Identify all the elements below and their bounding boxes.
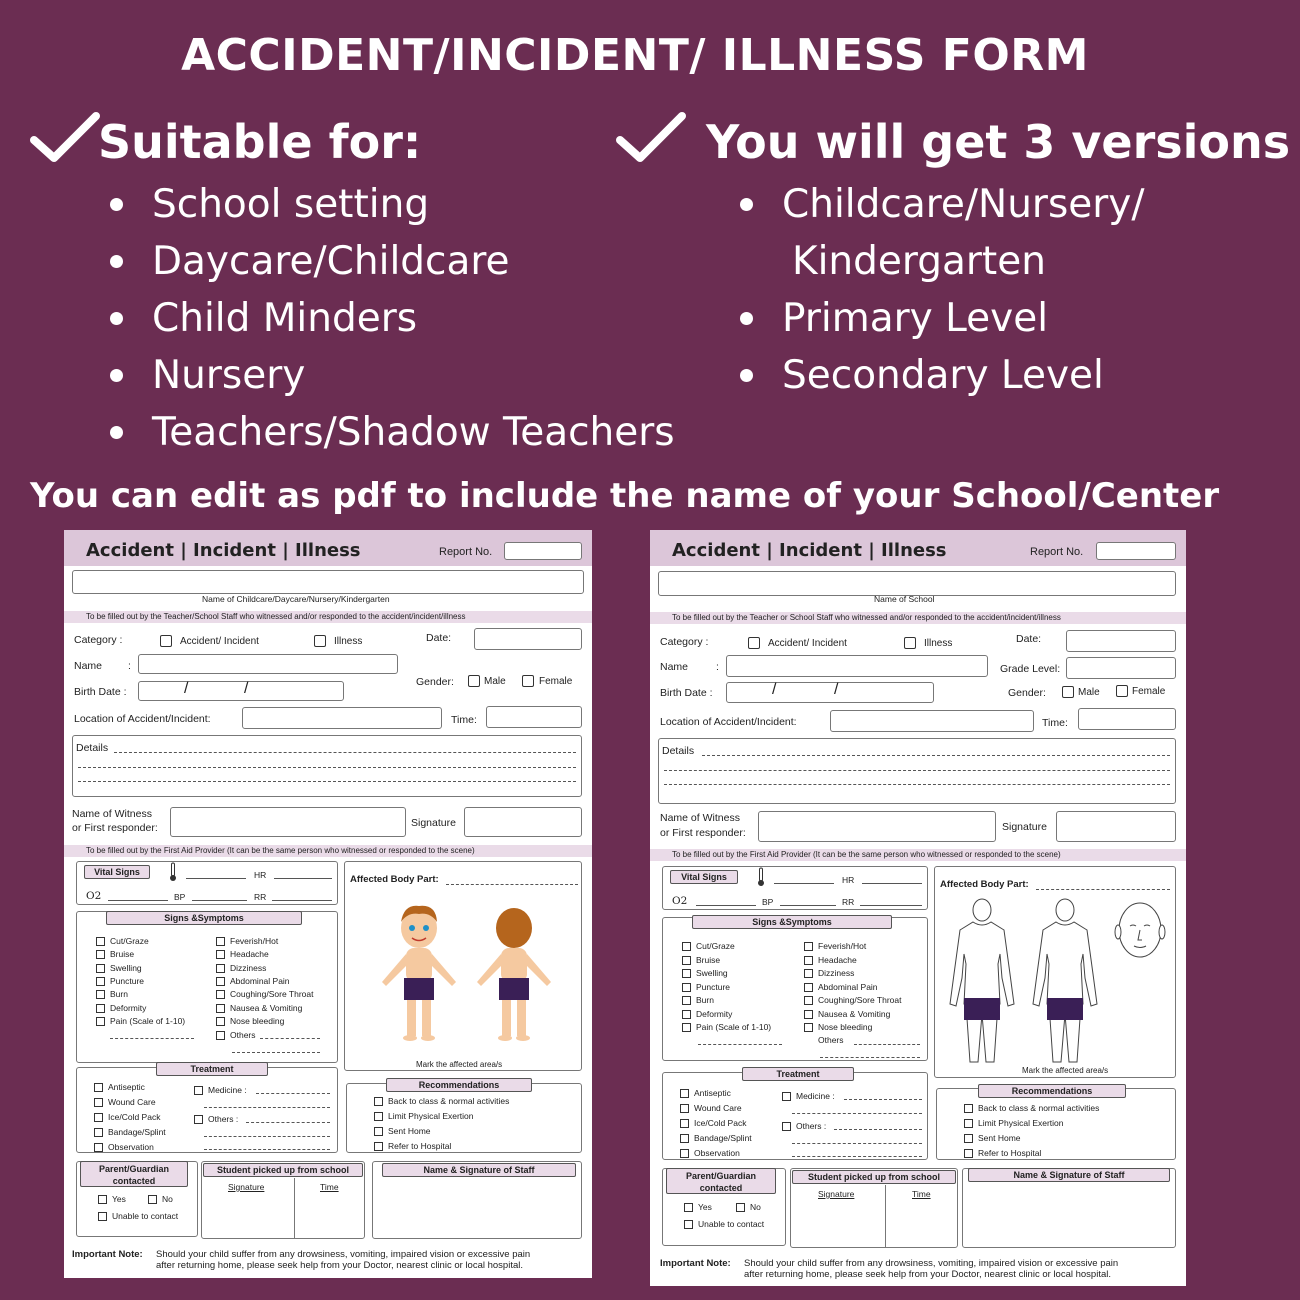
mark-affected-caption: Mark the affected area/s — [416, 1060, 503, 1069]
sign-item: Headache — [804, 955, 857, 965]
sign-item: Swelling — [96, 963, 142, 973]
recommendations-tag: Recommendations — [978, 1084, 1126, 1098]
treatment-box — [662, 1072, 928, 1160]
hr-label: HR — [254, 870, 267, 880]
list-item: Nursery — [110, 347, 675, 404]
sign-item: Cut/Graze — [682, 941, 735, 951]
sign-item: Deformity — [682, 1009, 732, 1019]
time-label: Time: — [451, 714, 477, 726]
female-option: Female — [1132, 686, 1166, 697]
sign-item: Swelling — [682, 968, 728, 978]
details-label: Details — [662, 745, 695, 757]
versions-list — [740, 176, 1145, 404]
child-body-illustration — [364, 900, 564, 1050]
sign-item: Nose bleeding — [216, 1016, 284, 1026]
time-field — [486, 706, 582, 728]
sign-item: Abdominal Pain — [804, 982, 878, 992]
treatment-tag: Treatment — [742, 1067, 854, 1081]
list-item: Childcare/Nursery/ — [740, 176, 1145, 233]
female-checkbox — [522, 675, 534, 687]
thermometer-icon — [756, 867, 766, 887]
recommendation-item: Limit Physical Exertion — [964, 1118, 1064, 1128]
list-item: Child Minders — [110, 290, 675, 347]
suitable-heading: Suitable for: — [98, 115, 422, 169]
male-checkbox — [468, 675, 480, 687]
form-header-title: Accident | Incident | Illness — [672, 540, 947, 561]
sign-item: Burn — [96, 989, 128, 999]
recommendations-tag: Recommendations — [386, 1078, 532, 1092]
first-aid-band: To be filled out by the First Aid Provider (It can be the same person who witnessed or responded to the scene) — [64, 845, 592, 857]
bp-label: BP — [762, 897, 774, 907]
accident-checkbox — [160, 635, 172, 647]
treatment-item: Antiseptic — [94, 1082, 145, 1092]
recommendation-item: Refer to Hospital — [374, 1141, 451, 1151]
medicine-item: Medicine : — [194, 1085, 247, 1095]
witness-label: Name of Witness — [72, 808, 152, 820]
mark-affected-caption: Mark the affected area/s — [1022, 1066, 1109, 1075]
name-field — [726, 655, 988, 677]
list-item: School setting — [110, 176, 675, 233]
yes-option: Yes — [98, 1194, 126, 1204]
treatment-item: Bandage/Splint — [680, 1133, 752, 1143]
signature-label: Signature — [1002, 821, 1047, 833]
male-option: Male — [1078, 687, 1100, 698]
checkmark-icon — [616, 112, 686, 164]
location-field — [242, 707, 442, 729]
report-no-field — [504, 542, 582, 560]
details-box — [658, 738, 1176, 804]
versions-heading: You will get 3 versions — [706, 115, 1291, 169]
affected-body-label: Affected Body Part: — [350, 874, 439, 885]
treatment-item: Observation — [680, 1148, 740, 1158]
witness-label: Name of Witness — [660, 812, 740, 824]
list-item: Primary Level — [740, 290, 1145, 347]
gender-label: Gender: — [1008, 687, 1046, 699]
accident-checkbox — [748, 637, 760, 649]
parent-contact-tag: Parent/Guardian contacted — [666, 1168, 776, 1194]
signature-label: Signature — [411, 817, 456, 829]
sign-item: Nausea & Vomiting — [216, 1003, 302, 1013]
illness-option: Illness — [334, 636, 363, 647]
list-item: Teachers/Shadow Teachers — [110, 404, 675, 461]
school-name-field — [72, 570, 584, 594]
category-label: Category : — [660, 636, 709, 648]
location-field — [830, 710, 1034, 732]
recommendation-item: Limit Physical Exertion — [374, 1111, 474, 1121]
treatment-item: Observation — [94, 1142, 154, 1152]
sign-item: Feverish/Hot — [804, 941, 866, 951]
name-field — [138, 654, 398, 674]
no-option: No — [736, 1202, 761, 1212]
witness-label-2: or First responder: — [72, 822, 158, 834]
signs-tag: Signs &Symptoms — [692, 915, 892, 929]
page-title: ACCIDENT/INCIDENT/ ILLNESS FORM — [181, 30, 1089, 81]
treatment-item: Wound Care — [680, 1103, 742, 1113]
sign-item: Feverish/Hot — [216, 936, 278, 946]
signs-box — [76, 911, 338, 1063]
birth-date-field — [138, 681, 344, 701]
sign-item: Coughing/Sore Throat — [804, 995, 901, 1005]
signs-tag: Signs &Symptoms — [106, 911, 302, 925]
sign-item: Nose bleeding — [804, 1022, 872, 1032]
grade-level-field — [1066, 657, 1176, 679]
treatment-item: Wound Care — [94, 1097, 156, 1107]
gender-label: Gender: — [416, 676, 454, 688]
treatment-item: Ice/Cold Pack — [94, 1112, 160, 1122]
pickup-time-label: Time — [912, 1189, 931, 1199]
birth-date-label: Birth Date : — [74, 686, 127, 698]
treatment-item: Bandage/Splint — [94, 1127, 166, 1137]
female-option: Female — [539, 676, 573, 687]
rr-label: RR — [254, 892, 267, 902]
report-no-field — [1096, 542, 1176, 560]
illness-checkbox — [904, 637, 916, 649]
date-field — [474, 628, 582, 650]
staff-tag: Name & Signature of Staff — [382, 1163, 576, 1177]
list-item: Kindergarten — [792, 239, 1046, 284]
sign-item: Abdominal Pain — [216, 976, 290, 986]
report-no-label: Report No. — [1030, 546, 1084, 558]
vital-signs-tag: Vital Signs — [84, 865, 150, 879]
o2-label: O2 — [672, 895, 688, 907]
details-box — [72, 735, 582, 797]
suitable-list — [110, 176, 675, 461]
sign-item: Bruise — [682, 955, 720, 965]
sign-item: Puncture — [682, 982, 730, 992]
yes-option: Yes — [684, 1202, 712, 1212]
signature-field — [464, 807, 582, 837]
sign-item: Bruise — [96, 949, 134, 959]
name-label: Name — [74, 660, 103, 672]
form-header-title: Accident | Incident | Illness — [86, 540, 361, 561]
male-checkbox — [1062, 686, 1074, 698]
sign-item: Dizziness — [216, 963, 266, 973]
teacher-band: To be filled out by the Teacher or School Staff who witnessed and/or responded to the accident/incident/illness — [650, 612, 1186, 624]
sign-item: Pain (Scale of 1-10) — [96, 1016, 185, 1026]
pickup-signature-label: Signature — [818, 1189, 855, 1199]
accident-option: Accident/ Incident — [768, 638, 847, 649]
grade-level-label: Grade Level: — [1000, 663, 1061, 675]
pickup-signature-label: Signature — [228, 1182, 265, 1192]
bp-label: BP — [174, 892, 186, 902]
sign-item: Dizziness — [804, 968, 854, 978]
signature-field — [1056, 811, 1176, 842]
o2-label: O2 — [86, 890, 102, 902]
list-item: Daycare/Childcare — [110, 233, 675, 290]
important-text-2: after returning home, please seek help from your Doctor, nearest clinic or local hospital. — [156, 1260, 523, 1271]
recommendation-item: Refer to Hospital — [964, 1148, 1041, 1158]
adult-body-illustration — [940, 894, 1172, 1064]
details-label: Details — [76, 742, 109, 754]
treatment-item: Antiseptic — [680, 1088, 731, 1098]
rr-label: RR — [842, 897, 855, 907]
sign-item: Deformity — [96, 1003, 146, 1013]
sign-item: Nausea & Vomiting — [804, 1009, 890, 1019]
form-preview-childcare: Accident | Incident | Illness Report No. Name of Childcare/Daycare/Nursery/Kindergarten To be filled out by the Teacher/School Staff who witnessed and/or responded to the accident/incident/illness Category : Accident/ Incident Illness Date: Name : Gender: Male Female Birth Date : / / Location of Accident/Incident: Time: Details Name of Witness or First responder: Signature To be filled out by the First Aid Provider (It can be the same person who witnessed or responded to the scene) Vital Signs HR O2 BP RR Affected Body Part: Mark the affected area/s Signs &Symptoms Cut/Graze Bruise Swelling Puncture Burn Deformity Pain (Scale of 1-10) Feverish/Hot Headache Dizziness Abdominal Pain Coughing/Sore Throat Nausea & Vomiting Nose bleeding Others Treatment Antiseptic Wound Care Ice/Cold Pack Bandage/Splint Observation Medicine : Others : Recommendations Back to class & normal activities Limit Physical Exertion Sent Home Refer to Hospital Parent/Guardian contacted Yes No Unable to contact Student picked up from school Signature Time Name & Signature of Staff Important Note: Should your child suffer from any drowsiness, vomiting, impaired vision or excessive pain after returning home, please seek help from your Doctor, nearest clinic or local hospital. — [64, 530, 592, 1278]
sign-item-others: Others — [818, 1035, 844, 1045]
sign-item: Puncture — [96, 976, 144, 986]
illness-checkbox — [314, 635, 326, 647]
date-label: Date: — [426, 632, 452, 644]
important-text-2: after returning home, please seek help from your Doctor, nearest clinic or local hospital. — [744, 1269, 1111, 1280]
parent-contact-tag: Parent/Guardian contacted — [80, 1161, 188, 1187]
recommendation-item: Sent Home — [964, 1133, 1021, 1143]
sign-item: Others — [216, 1030, 256, 1040]
report-no-label: Report No. — [439, 546, 493, 558]
date-label: Date: — [1016, 633, 1042, 645]
medicine-item: Medicine : — [782, 1091, 835, 1101]
important-label: Important Note: — [660, 1258, 731, 1269]
thermometer-icon — [168, 862, 178, 882]
affected-body-label: Affected Body Part: — [940, 879, 1029, 890]
recommendation-item: Back to class & normal activities — [964, 1103, 1099, 1113]
birth-date-field — [726, 682, 934, 703]
sign-item: Pain (Scale of 1-10) — [682, 1022, 771, 1032]
edit-note: You can edit as pdf to include the name of your School/Center — [30, 476, 1220, 516]
form-preview-school: Accident | Incident | Illness Report No. Name of School To be filled out by the Teacher or School Staff who witnessed and/or responded to the accident/incident/illness Category : Accident/ Incident Illness Date: Name : Grade Level: Birth Date : / / Gender: Male Female Location of Accident/Incident: Time: Details Name of Witness or First responder: Signature To be filled out by the First Aid Provider (It can be the same person who witnessed or responded to the scene) Vital Signs HR O2 BP RR Affected Body Part: Mark the affected area/s Signs &Symptoms Cut/Graze Bruise Swelling Puncture Burn Deformity Pain (Scale of 1-10) Feverish/Hot Headache Dizziness Abdominal Pain Coughing/Sore Throat Nausea & Vomiting Nose bleeding Others Treatment Antiseptic Wound Care Ice/Cold Pack Bandage/Splint Observation Medicine : Others : Recommendations Back to class & normal activities Limit Physical Exertion Sent Home Refer to Hospital Parent/Guardian contacted Yes No Unable to contact Student picked up from school Signature Time Name & Signature of Staff Important Note: Should your child suffer from any drowsiness, vomiting, impaired vision or excessive pain after returning home, please seek help from your Doctor, nearest clinic or local hospital. — [650, 530, 1186, 1286]
male-option: Male — [484, 676, 506, 687]
recommendation-item: Sent Home — [374, 1126, 431, 1136]
teacher-band: To be filled out by the Teacher/School Staff who witnessed and/or responded to the accident/incident/illness — [64, 611, 592, 623]
sign-item: Coughing/Sore Throat — [216, 989, 313, 999]
sign-item: Headache — [216, 949, 269, 959]
time-label: Time: — [1042, 717, 1068, 729]
female-checkbox — [1116, 685, 1128, 697]
treatment-item: Ice/Cold Pack — [680, 1118, 746, 1128]
school-name-field — [658, 571, 1176, 596]
date-field — [1066, 630, 1176, 652]
witness-label-2: or First responder: — [660, 827, 746, 839]
category-label: Category : — [74, 634, 123, 646]
important-label: Important Note: — [72, 1249, 143, 1260]
vital-signs-tag: Vital Signs — [670, 870, 738, 884]
unable-option: Unable to contact — [684, 1219, 764, 1229]
pickup-tag: Student picked up from school — [792, 1170, 956, 1184]
time-field — [1078, 708, 1176, 730]
checkmark-icon — [30, 112, 100, 164]
important-text: Should your child suffer from any drowsiness, vomiting, impaired vision or excessive pain — [156, 1249, 531, 1260]
pickup-tag: Student picked up from school — [203, 1163, 363, 1177]
location-label: Location of Accident/Incident: — [74, 713, 211, 725]
staff-tag: Name & Signature of Staff — [968, 1168, 1170, 1182]
sign-item: Cut/Graze — [96, 936, 149, 946]
location-label: Location of Accident/Incident: — [660, 716, 797, 728]
witness-field — [758, 811, 996, 842]
name-label: Name — [660, 661, 689, 673]
school-name-caption: Name of School — [874, 594, 935, 604]
witness-field — [170, 807, 406, 837]
treatment-tag: Treatment — [156, 1062, 268, 1076]
pickup-time-label: Time — [320, 1182, 339, 1192]
others-item: Others : — [782, 1121, 826, 1131]
others-item: Others : — [194, 1114, 238, 1124]
hr-label: HR — [842, 875, 855, 885]
treatment-box — [76, 1067, 338, 1153]
first-aid-band: To be filled out by the First Aid Provider (It can be the same person who witnessed or responded to the scene) — [650, 849, 1186, 861]
important-text: Should your child suffer from any drowsiness, vomiting, impaired vision or excessive pain — [744, 1258, 1119, 1269]
recommendation-item: Back to class & normal activities — [374, 1096, 509, 1106]
birth-date-label: Birth Date : — [660, 687, 713, 699]
list-item: Secondary Level — [740, 347, 1145, 404]
accident-option: Accident/ Incident — [180, 636, 259, 647]
school-name-caption: Name of Childcare/Daycare/Nursery/Kindergarten — [202, 594, 390, 604]
unable-option: Unable to contact — [98, 1211, 178, 1221]
no-option: No — [148, 1194, 173, 1204]
sign-item: Burn — [682, 995, 714, 1005]
illness-option: Illness — [924, 638, 953, 649]
